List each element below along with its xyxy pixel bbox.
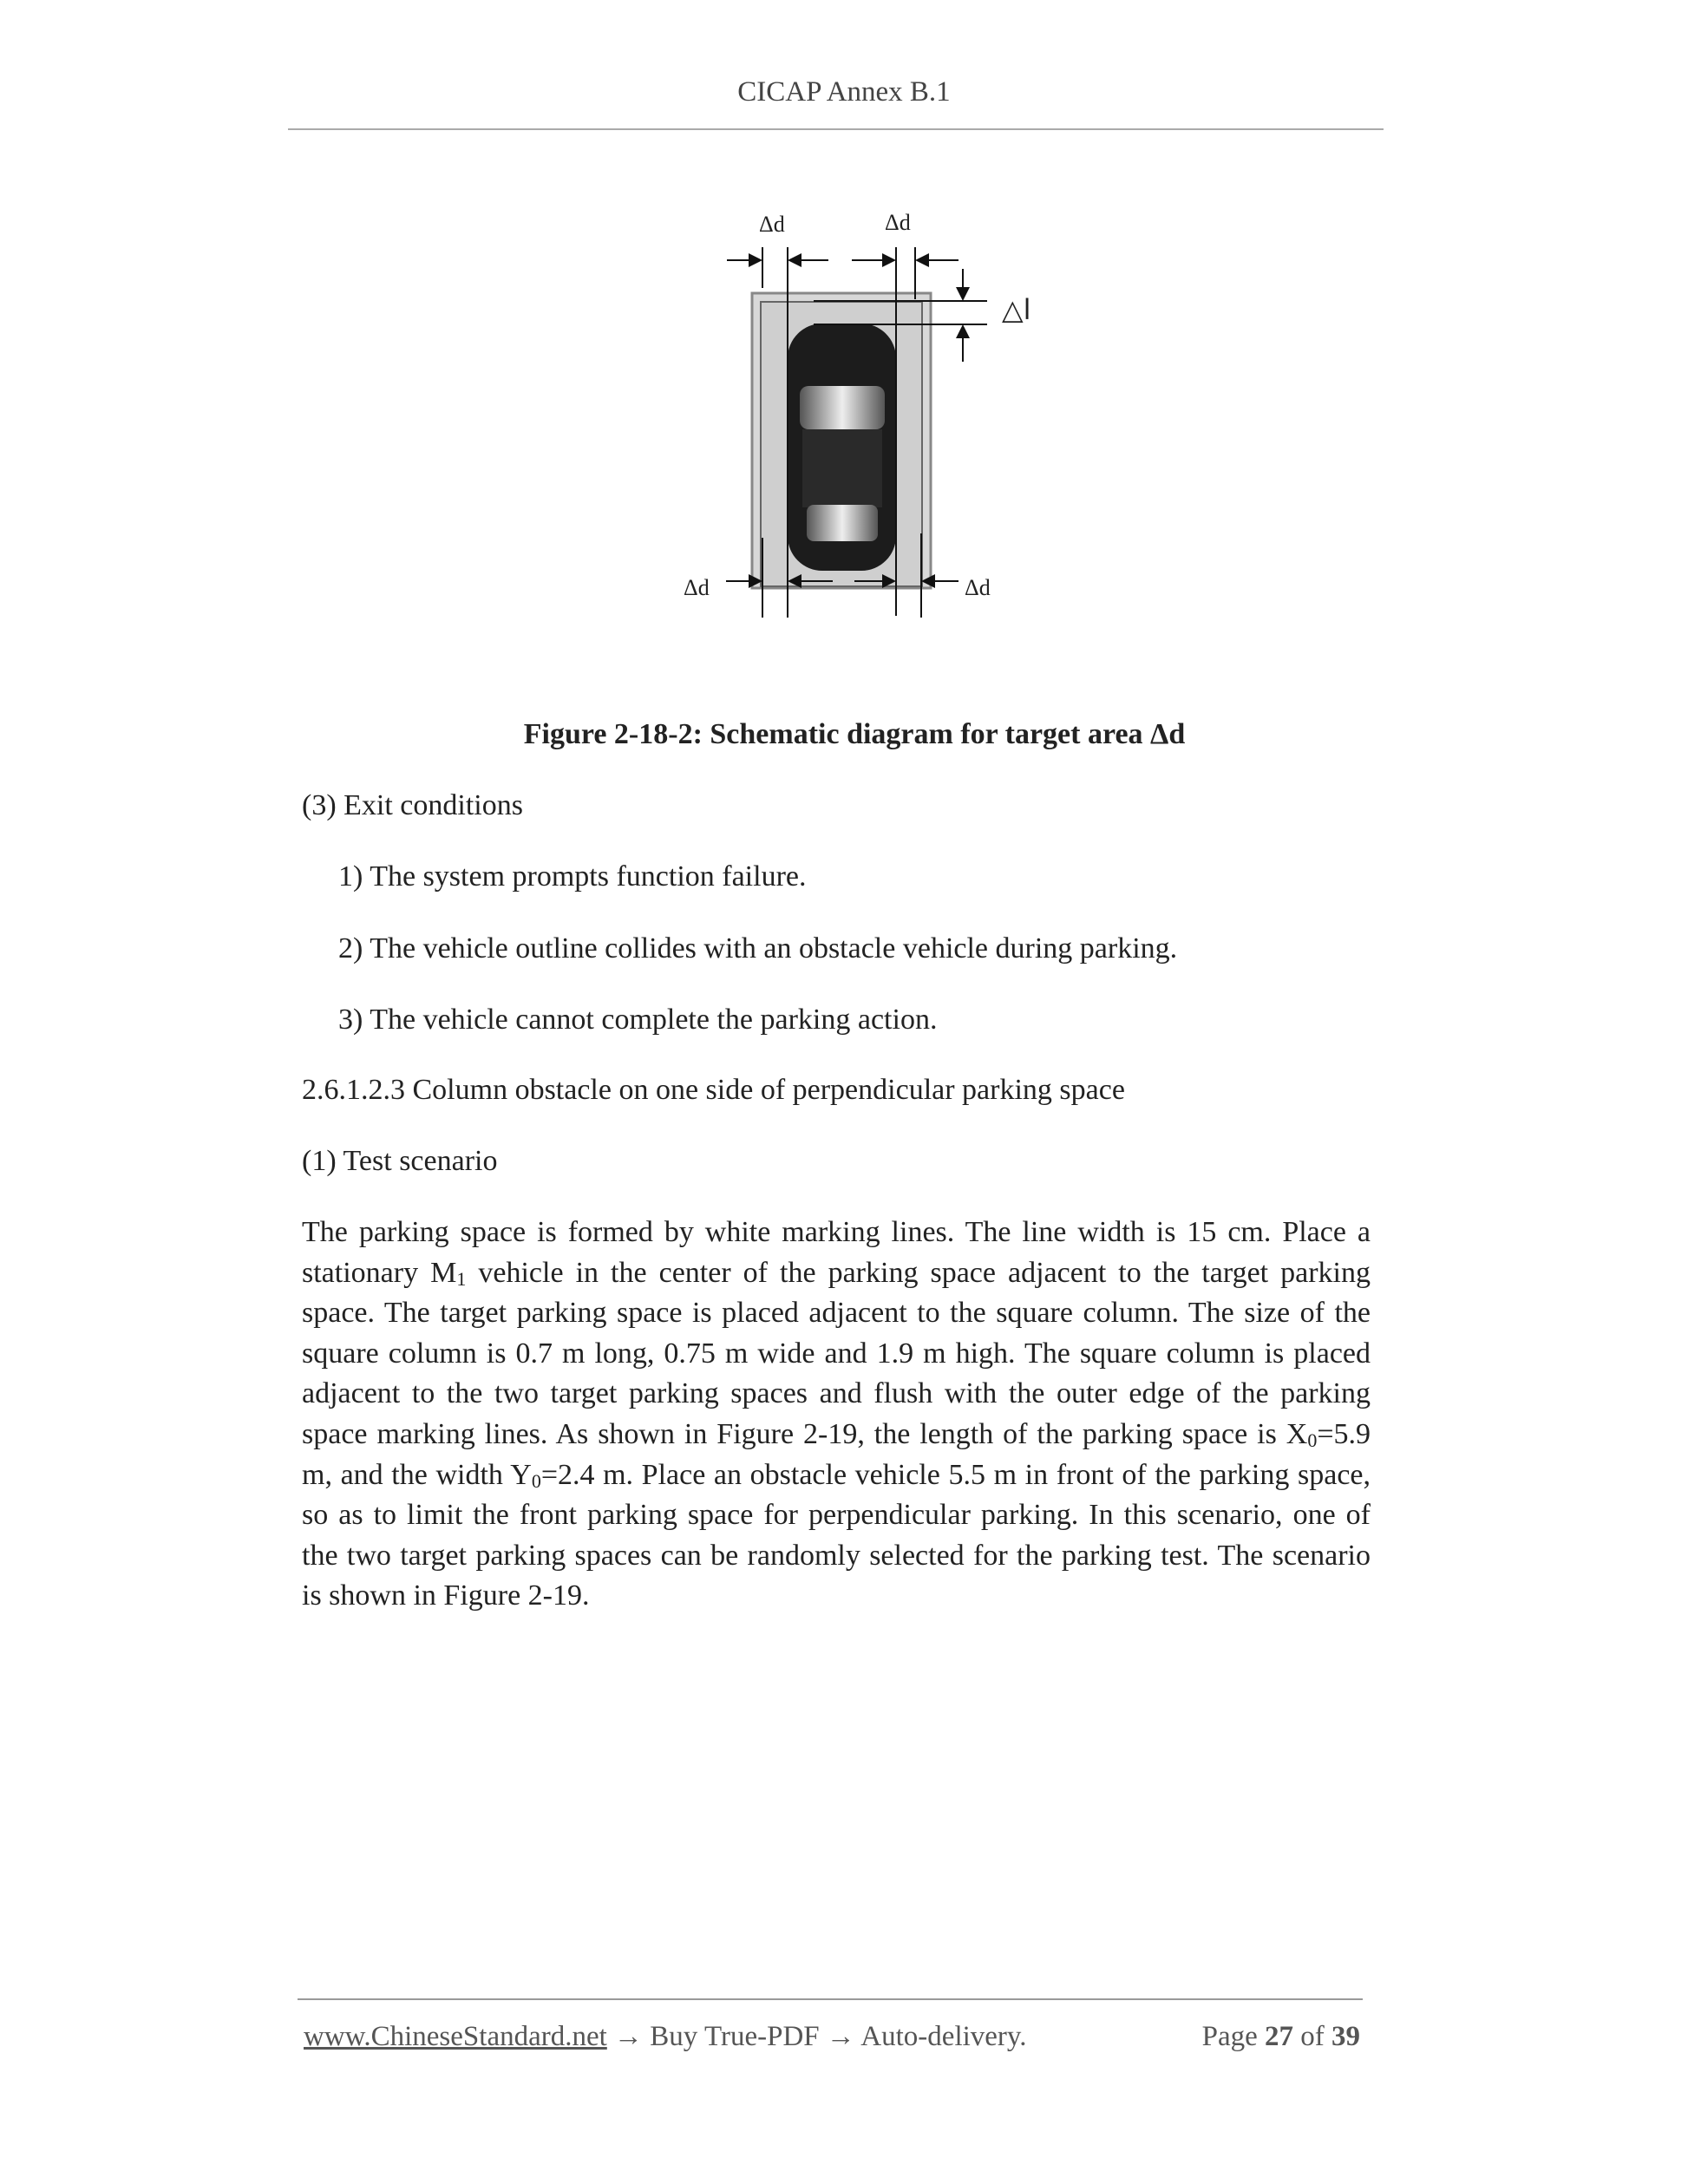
subscript: 0 bbox=[1307, 1429, 1318, 1451]
total-pages: 39 bbox=[1331, 2021, 1360, 2052]
exit-conditions-heading: (3) Exit conditions bbox=[302, 789, 523, 821]
paragraph-line bbox=[302, 1455, 1371, 1496]
delta-d-label-bottom-left: Δd bbox=[684, 575, 710, 600]
delta-l-label: △l bbox=[1002, 293, 1031, 326]
text-run: adjacent to the two target parking spaces and flush with the outer edge of the parking bbox=[302, 1377, 1371, 1410]
paragraph-line bbox=[302, 1334, 1371, 1375]
test-scenario-heading: (1) Test scenario bbox=[302, 1145, 498, 1177]
delta-d-label-top-right: Δd bbox=[885, 210, 911, 235]
delta-d-label-bottom-right: Δd bbox=[965, 575, 991, 600]
text-run: the two target parking spaces can be randomly selected for the parking test. The scenario bbox=[302, 1539, 1371, 1572]
paragraph-line bbox=[302, 1374, 1371, 1415]
running-header: CICAP Annex B.1 bbox=[737, 76, 951, 108]
text-run: m, and the width Y bbox=[302, 1458, 532, 1491]
footer-promo-text: → Buy True-PDF → Auto-delivery. bbox=[606, 2021, 1027, 2052]
paragraph-line bbox=[302, 1213, 1371, 1253]
subscript: 0 bbox=[531, 1469, 541, 1492]
footer-divider bbox=[298, 1998, 1363, 2000]
figure-caption: Figure 2-18-2: Schematic diagram for target area Δd bbox=[523, 718, 1186, 750]
text-run: stationary M bbox=[302, 1256, 457, 1289]
page-number bbox=[1202, 2021, 1360, 2053]
text-run: square column is 0.7 m long, 0.75 m wide and 1.9 m high. The square column is placed bbox=[302, 1337, 1371, 1370]
footer-promo bbox=[304, 2021, 1027, 2053]
car-icon bbox=[788, 324, 896, 571]
text-run: space. The target parking space is placed adjacent to the square column. The size of the bbox=[302, 1297, 1371, 1330]
page-label: Page bbox=[1201, 2021, 1258, 2052]
paragraph-line bbox=[302, 1253, 1371, 1294]
exit-item: 2) The vehicle outline collides with an obstacle vehicle during parking. bbox=[338, 932, 1178, 964]
paragraph-line bbox=[302, 1576, 1371, 1617]
website-link[interactable]: www.ChineseStandard.net bbox=[304, 2021, 607, 2052]
text-run: so as to limit the front parking space for perpendicular parking. In this scenario, one of bbox=[302, 1499, 1371, 1532]
paragraph-line bbox=[302, 1495, 1371, 1536]
of-label: of bbox=[1300, 2021, 1325, 2052]
text-run: is shown in Figure 2-19. bbox=[302, 1579, 590, 1612]
delta-d-label-top-left: Δd bbox=[759, 212, 785, 237]
exit-item: 1) The system prompts function failure. bbox=[338, 860, 807, 893]
current-page: 27 bbox=[1265, 2021, 1293, 2052]
paragraph-line bbox=[302, 1293, 1371, 1334]
paragraph-line bbox=[302, 1415, 1371, 1455]
exit-item: 3) The vehicle cannot complete the parking action. bbox=[338, 1004, 938, 1036]
scenario-paragraph bbox=[302, 1213, 1371, 1617]
text-run: vehicle in the center of the parking space adjacent to the target parking bbox=[466, 1256, 1371, 1289]
text-run: space marking lines. As shown in Figure 2-19, the length of the parking space is X bbox=[302, 1417, 1308, 1450]
header-divider bbox=[288, 128, 1384, 130]
text-run: The parking space is formed by white marking lines. The line width is 15 cm. Place a bbox=[302, 1216, 1371, 1248]
text-run: =5.9 bbox=[1317, 1417, 1371, 1450]
paragraph-line bbox=[302, 1536, 1371, 1577]
section-heading: 2.6.1.2.3 Column obstacle on one side of perpendicular parking space bbox=[302, 1074, 1125, 1106]
subscript: 1 bbox=[456, 1267, 467, 1290]
text-run: =2.4 m. Place an obstacle vehicle 5.5 m in front of the parking space, bbox=[540, 1458, 1371, 1491]
target-area-diagram bbox=[659, 191, 1076, 677]
